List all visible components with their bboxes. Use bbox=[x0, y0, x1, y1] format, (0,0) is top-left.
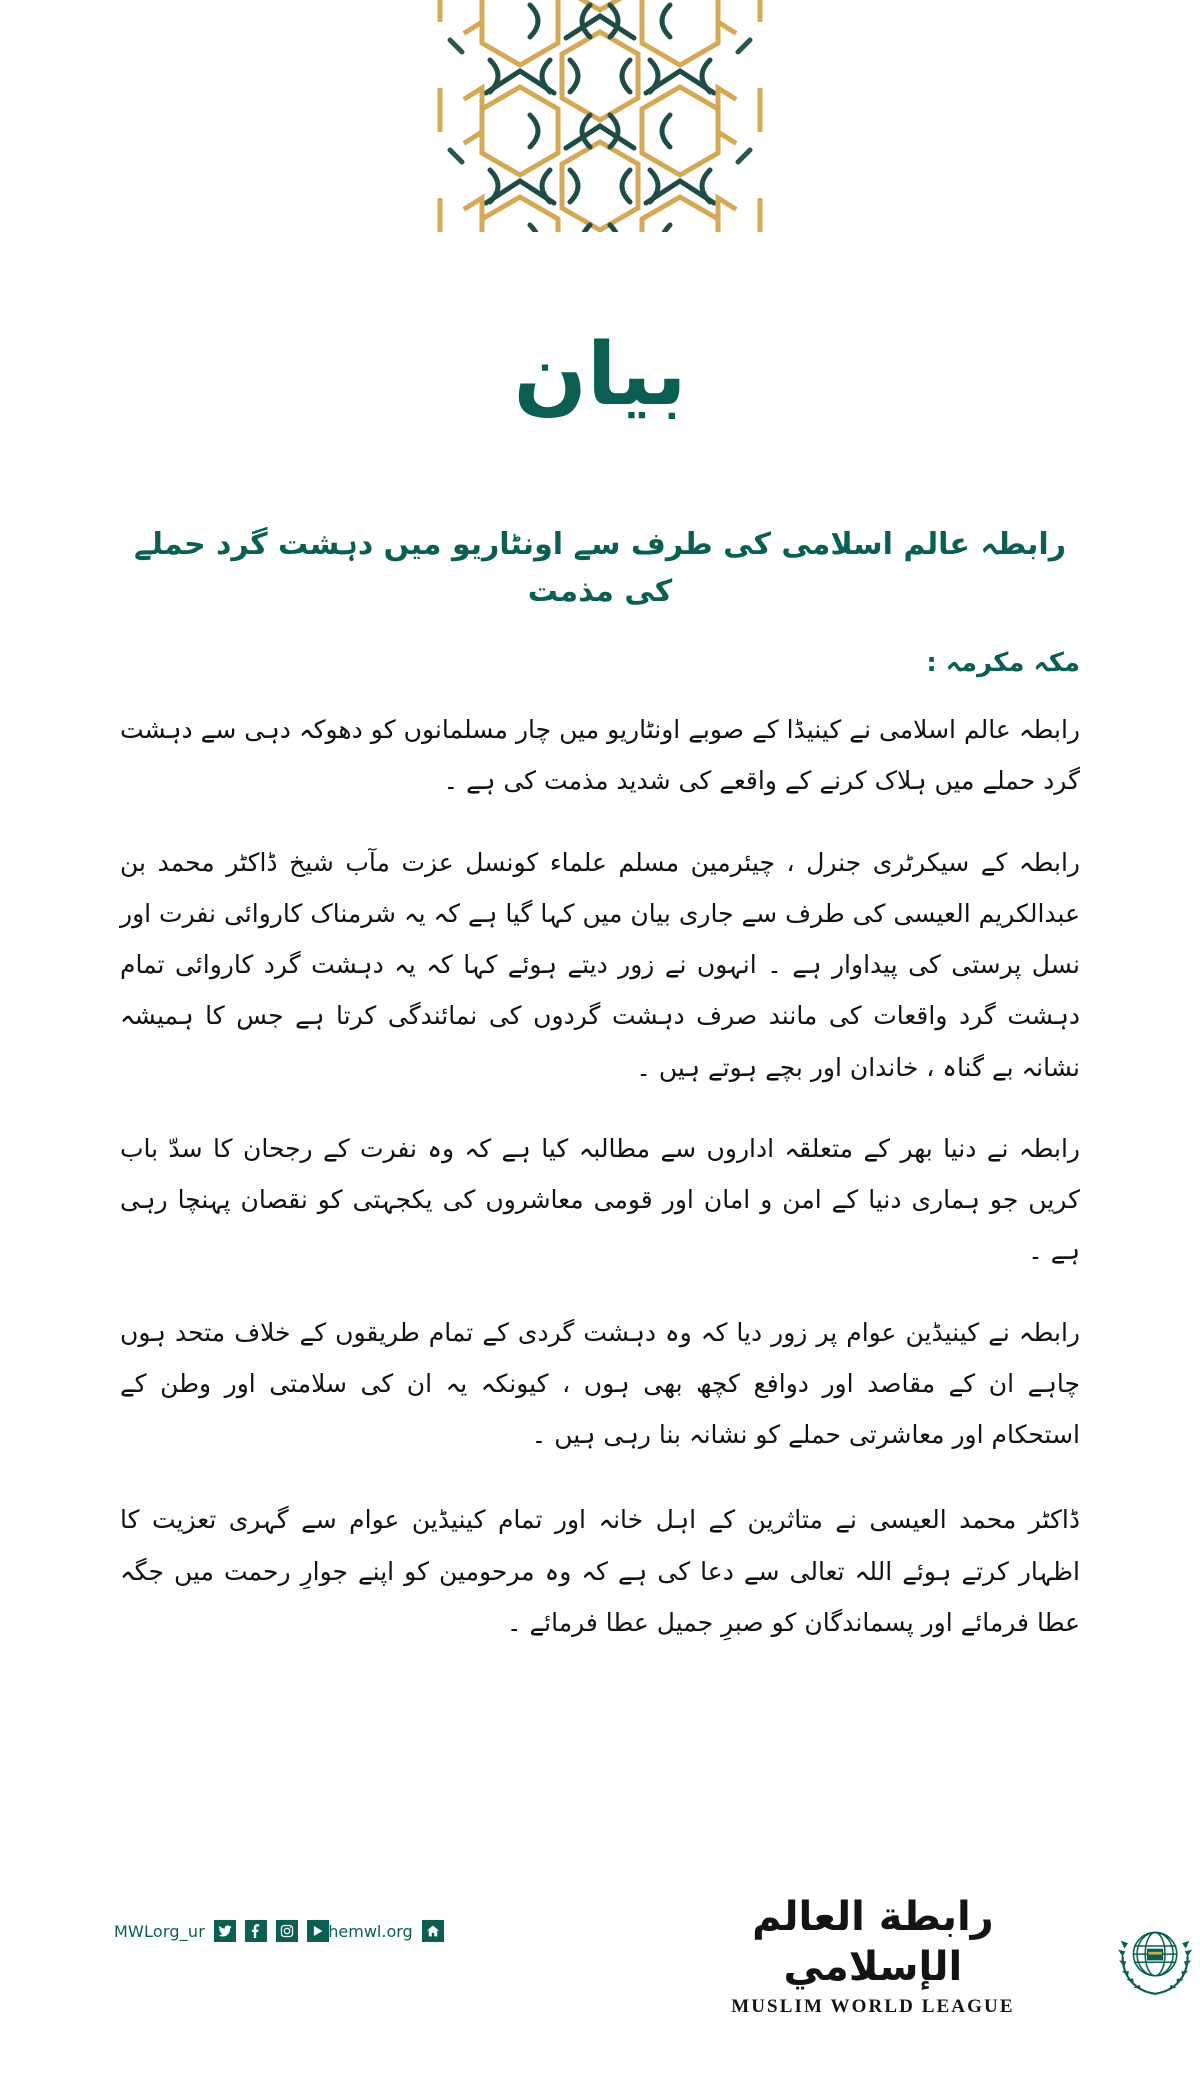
instagram-icon[interactable] bbox=[276, 1920, 298, 1942]
mwl-brand-lockup bbox=[660, 1892, 1200, 2018]
statement-paragraph: رابطہ کے سیکرٹری جنرل ، چیئرمین مسلم علماء کونسل عزت مآب شیخ ڈاکٹر محمد بن عبدالکریم العیسی کی طرف سے جاری بیان میں کہا گیا ہے کہ یہ شرمناک کاروائی نفرت اور نسل پرستی کی پیداوار ہے ۔ انہوں نے زور دیتے ہوئے کہا کہ یہ دہشت گرد کاروائی تمام دہشت گرد واقعات کی مانند صرف دہشت گردوں کی نمائندگی کرتا ہے جس کا ہمیشہ نشانہ بے گناہ ، خاندان اور بچے ہوتے ہیں ۔ bbox=[120, 847, 1080, 1082]
page-subtitle: رابطہ عالم اسلامی کی طرف سے اونٹاریو میں دہشت گرد حملے کی مذمت bbox=[134, 527, 1066, 609]
statement-paragraph: رابطہ عالم اسلامی نے کینیڈا کے صوبے اونٹاریو میں چار مسلمانوں کو دھوکہ دہی سے دہشت گرد حملے میں ہلاک کرنے کے واقعے کی شدید مذمت کی ہے ۔ bbox=[120, 715, 1080, 796]
geometric-pattern-svg bbox=[0, 0, 1200, 232]
statement-paragraph: رابطہ نے دنیا بھر کے متعلقہ اداروں سے مطالبہ کیا ہے کہ وہ نفرت کے رجحان کا سدّ باب کریں جو ہماری دنیا کے امن و امان اور قومی معاشروں کی یکجہتی کو نقصان پہنچا رہی ہے ۔ bbox=[120, 1133, 1080, 1266]
statement-paragraph: رابطہ نے کینیڈین عوام پر زور دیا کہ وہ دہشت گردی کے تمام طریقوں کے خلاف متحد ہوں چاہے ان کے مقاصد اور دوافع کچھ بھی ہوں ، کیونکہ یہ ان کی سلامتی اور وطن کے استحکام اور معاشرتی حملے کو نشانہ بنا رہی ہیں ۔ bbox=[120, 1317, 1080, 1449]
page-footer bbox=[0, 1880, 1200, 2030]
twitter-icon[interactable] bbox=[214, 1920, 236, 1942]
website-link-group[interactable] bbox=[322, 1920, 444, 1942]
brand-name-english: MUSLIM WORLD LEAGUE bbox=[731, 1996, 1015, 2017]
page-title: بیان bbox=[513, 325, 687, 425]
brand-name-arabic: رابطة العالم الإسلامي bbox=[752, 1894, 994, 1990]
statement-paragraph: ڈاکٹر محمد العیسی نے متاثرین کے اہل خانہ اور تمام کینیڈین عوام سے گہری تعزیت کا اظہار کرتے ہوئے اللہ تعالی سے دعا کی ہے کہ وہ مرحومین کو اپنے جوارِ رحمت میں جگہ عطا فرمائے اور پسماندگان کو صبرِ جمیل عطا فرمائے ۔ bbox=[120, 1505, 1080, 1637]
facebook-icon[interactable] bbox=[245, 1920, 267, 1942]
statement-body bbox=[120, 648, 1080, 1678]
dateline: مکہ مکرمہ : bbox=[926, 648, 1080, 678]
header-ornament-band bbox=[0, 0, 1200, 232]
mwl-emblem-icon bbox=[1110, 1909, 1200, 2001]
social-links-group bbox=[112, 1920, 329, 1942]
website-label: themwl.org bbox=[322, 1921, 413, 1941]
brand-wordmark bbox=[660, 1892, 1086, 2018]
social-handle-label: MWLorg_ur bbox=[114, 1921, 206, 1941]
home-icon[interactable] bbox=[422, 1920, 444, 1942]
